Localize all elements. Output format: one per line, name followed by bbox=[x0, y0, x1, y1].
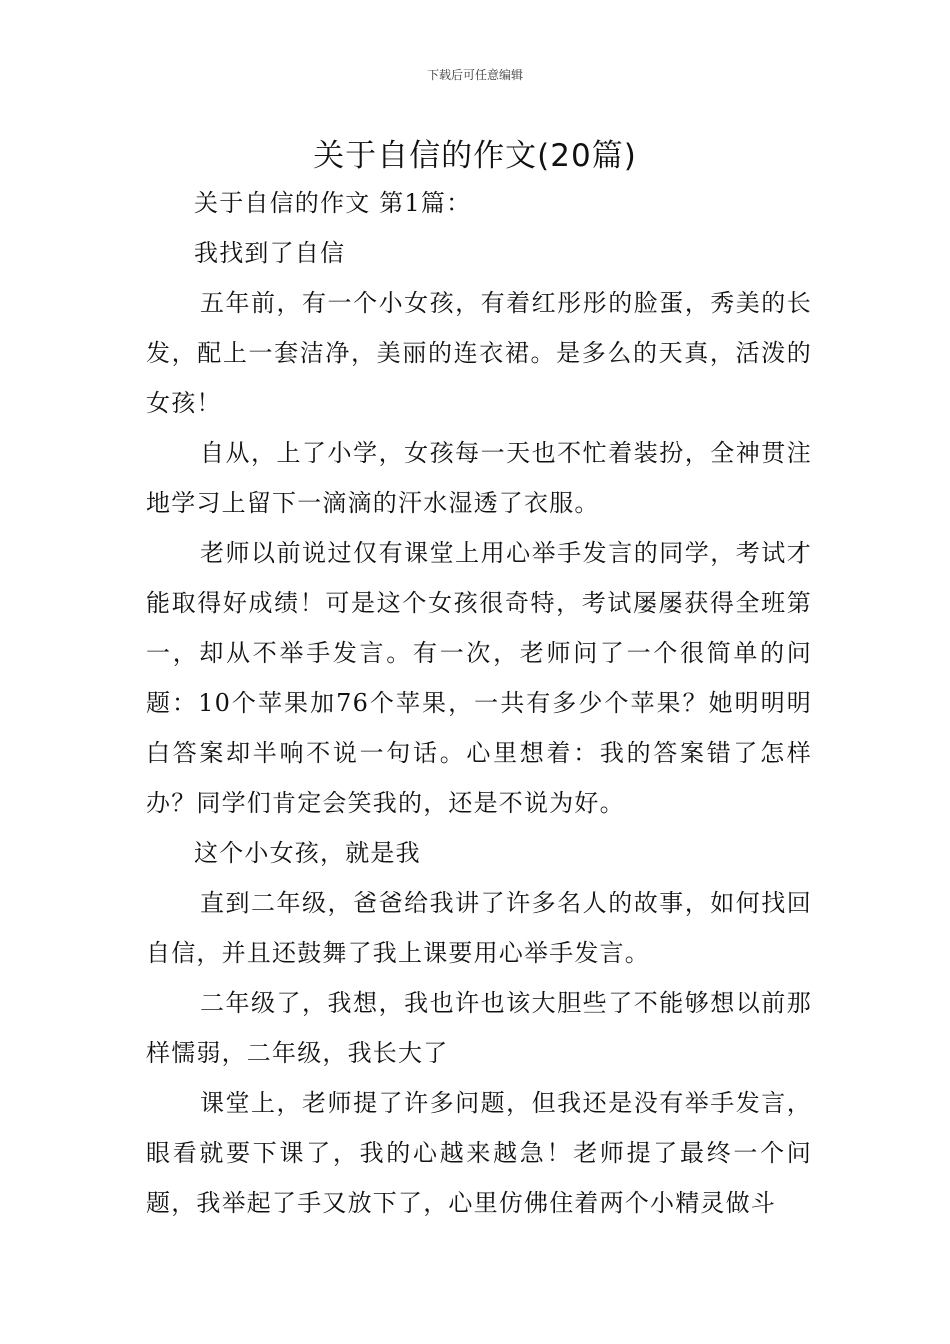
paragraph: 课堂上，老师提了许多问题，但我还是没有举手发言，眼看就要下课了，我的心越来越急！老师提了最终一个问题，我举起了手又放下了，心里仿佛住着两个小精灵做斗 bbox=[146, 1089, 812, 1217]
document-title: 关于自信的作文(20篇) bbox=[313, 138, 637, 174]
paragraph: 直到二年级，爸爸给我讲了许多名人的故事，如何找回自信，并且还鼓舞了我上课要用心举手发言。 bbox=[146, 889, 812, 967]
paragraph: 二年级了，我想，我也许也该大胆些了不能够想以前那样懦弱，二年级，我长大了 bbox=[146, 989, 812, 1067]
essay-title: 我找到了自信 bbox=[194, 239, 346, 267]
header-note: 下载后可任意编辑 bbox=[426, 68, 523, 82]
paragraph: 自从，上了小学，女孩每一天也不忙着装扮，全神贯注地学习上留下一滴滴的汗水湿透了衣服。 bbox=[146, 439, 812, 517]
paragraph: 老师以前说过仅有课堂上用心举手发言的同学，考试才能取得好成绩！可是这个女孩很奇特，考试屡屡获得全班第一，却从不举手发言。有一次，老师问了一个很简单的问题：10个苹果加76个苹果，一共有多少个苹果？她明明明白答案却半响不说一句话。心里想着：我的答案错了怎样办？同学们肯定会笑我的，还是不说为好。 bbox=[146, 539, 812, 817]
paragraph: 五年前，有一个小女孩，有着红彤彤的脸蛋，秀美的长发，配上一套洁净，美丽的连衣裙。是多么的天真，活泼的女孩！ bbox=[146, 289, 812, 417]
paragraph: 这个小女孩，就是我 bbox=[194, 839, 421, 867]
section-heading: 关于自信的作文 第1篇： bbox=[194, 189, 472, 217]
document-body bbox=[146, 178, 812, 1228]
